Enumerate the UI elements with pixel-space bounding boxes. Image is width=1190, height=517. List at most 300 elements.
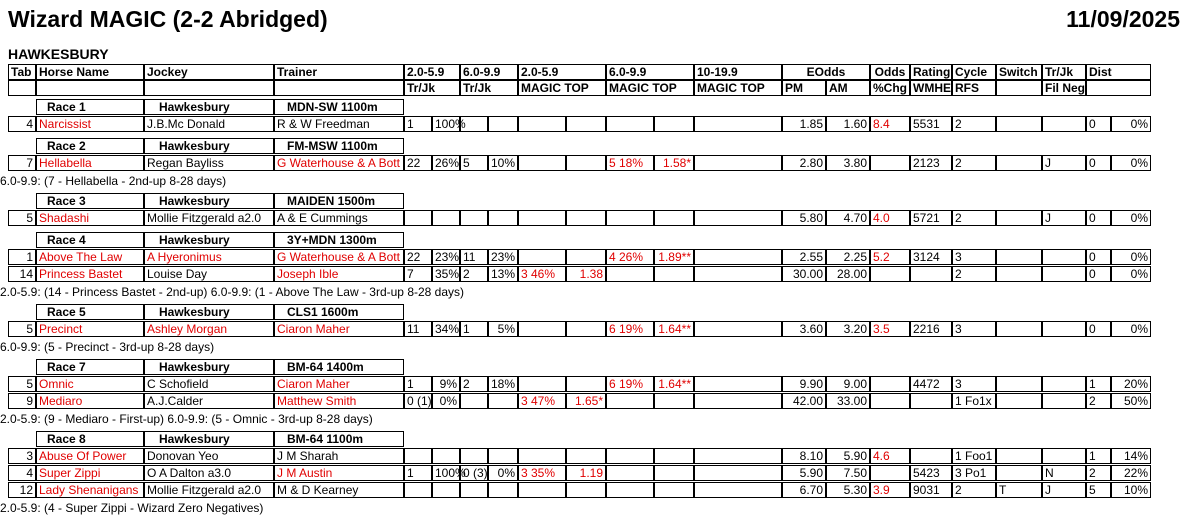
am-cell: 28.00 [826, 266, 870, 282]
m2-a-cell: 5 18% [606, 155, 654, 171]
m2-b-cell [654, 393, 694, 409]
tab-cell: 3 [8, 448, 36, 464]
sw-cell [996, 116, 1042, 132]
trjk-cell: J [1042, 155, 1086, 171]
trainer-cell: M & D Kearney [274, 482, 404, 498]
form-table [0, 64, 1151, 517]
chg-cell: 4.6 [870, 448, 910, 464]
tj2-a-cell: 1 [460, 321, 488, 337]
dist-b-cell: 50% [1111, 393, 1151, 409]
tab-cell: 5 [8, 210, 36, 226]
pm-cell: 8.10 [782, 448, 826, 464]
tj1-a-cell [404, 448, 432, 464]
race-note: 6.0-9.9: (7 - Hellabella - 2nd-up 8-28 days) [0, 174, 227, 188]
tj1-a-cell: 1 [404, 376, 432, 392]
tj2-b-cell: 23% [488, 249, 518, 265]
runner-row [8, 376, 1151, 393]
tj1-b-cell [432, 210, 460, 226]
m3-cell [694, 249, 782, 265]
m2-a-cell [606, 116, 654, 132]
jockey-cell: Ashley Morgan [144, 321, 274, 337]
report-date: 11/09/2025 [1066, 6, 1180, 32]
runner-row [8, 210, 1151, 227]
rfs-cell: 3 [952, 321, 996, 337]
race-header [8, 431, 1151, 448]
m1-b-cell [566, 482, 606, 498]
am-cell: 5.90 [826, 448, 870, 464]
race-number: Race 5 [36, 304, 144, 320]
wmhe-cell: 4472 [910, 376, 952, 392]
tj1-a-cell: 22 [404, 155, 432, 171]
dist-b-cell: 0% [1111, 321, 1151, 337]
column-subheader: Tr/Jk [460, 80, 518, 96]
m1-a-cell [518, 210, 566, 226]
column-subheader [144, 80, 274, 96]
jockey-cell: Mollie Fitzgerald a2.0 [144, 210, 274, 226]
m3-cell [694, 155, 782, 171]
column-header: Trainer [274, 64, 404, 80]
m1-b-cell [566, 448, 606, 464]
sw-cell: T [996, 482, 1042, 498]
column-header: Horse Name [36, 64, 144, 80]
m1-b-cell: 1.65* [566, 393, 606, 409]
tj2-b-cell: 5% [488, 321, 518, 337]
m2-b-cell [654, 116, 694, 132]
trainer-cell: J M Sharah [274, 448, 404, 464]
tj2-b-cell [488, 116, 518, 132]
race-number: Race 1 [36, 99, 144, 115]
race-venue: Hawkesbury [144, 359, 274, 375]
m1-a-cell [518, 321, 566, 337]
dist-b-cell: 22% [1111, 465, 1151, 481]
trjk-cell [1042, 321, 1086, 337]
column-header: Jockey [144, 64, 274, 80]
m2-a-cell: 6 19% [606, 376, 654, 392]
m2-a-cell: 6 19% [606, 321, 654, 337]
m2-a-cell [606, 482, 654, 498]
runner-row [8, 482, 1151, 499]
sw-cell [996, 266, 1042, 282]
trainer-cell: Ciaron Maher [274, 376, 404, 392]
venue-heading: HAWKESBURY [8, 46, 109, 62]
column-header: 2.0-5.9 [404, 64, 460, 80]
wmhe-cell: 3124 [910, 249, 952, 265]
race-number: Race 7 [36, 359, 144, 375]
chg-cell: 4.0 [870, 210, 910, 226]
race-type: 3Y+MDN 1300m [274, 232, 404, 248]
am-cell: 3.20 [826, 321, 870, 337]
dist-b-cell: 0% [1111, 155, 1151, 171]
column-subheader: RFS [952, 80, 996, 96]
am-cell: 5.30 [826, 482, 870, 498]
pm-cell: 2.80 [782, 155, 826, 171]
column-subheader: MAGIC TOP [606, 80, 694, 96]
runner-row [8, 266, 1151, 283]
trainer-cell: A & E Cummings [274, 210, 404, 226]
wmhe-cell: 2216 [910, 321, 952, 337]
dist-b-cell: 0% [1111, 249, 1151, 265]
jockey-cell: Louise Day [144, 266, 274, 282]
chg-cell [870, 155, 910, 171]
m1-a-cell: 3 35% [518, 465, 566, 481]
dist-a-cell: 2 [1086, 465, 1111, 481]
column-subheader: WMHE [910, 80, 952, 96]
race-header [8, 232, 1151, 249]
am-cell: 7.50 [826, 465, 870, 481]
m1-b-cell [566, 155, 606, 171]
sw-cell [996, 155, 1042, 171]
tj1-a-cell: 0 (1) [404, 393, 432, 409]
trjk-cell: J [1042, 482, 1086, 498]
race-header [8, 99, 1151, 116]
tj1-a-cell: 1 [404, 465, 432, 481]
dist-b-cell: 10% [1111, 482, 1151, 498]
column-subheader: MAGIC TOP [518, 80, 606, 96]
jockey-cell: A Hyeronimus [144, 249, 274, 265]
rfs-cell: 2 [952, 155, 996, 171]
column-header: EOdds [782, 64, 870, 80]
tj1-b-cell [432, 482, 460, 498]
trainer-cell: Matthew Smith [274, 393, 404, 409]
rfs-cell: 1 Fo1x [952, 393, 996, 409]
dist-a-cell: 1 [1086, 376, 1111, 392]
column-subheader: AM [826, 80, 870, 96]
race-venue: Hawkesbury [144, 138, 274, 154]
tj2-a-cell: 0 (3) [460, 465, 488, 481]
tj1-b-cell: 23% [432, 249, 460, 265]
sw-cell [996, 393, 1042, 409]
race-type: MAIDEN 1500m [274, 193, 404, 209]
tj2-b-cell [488, 482, 518, 498]
column-header: 6.0-9.9 [460, 64, 518, 80]
tj2-a-cell [460, 210, 488, 226]
rfs-cell: 2 [952, 210, 996, 226]
pm-cell: 5.90 [782, 465, 826, 481]
sw-cell [996, 465, 1042, 481]
m3-cell [694, 321, 782, 337]
jockey-cell: Donovan Yeo [144, 448, 274, 464]
tj1-a-cell: 11 [404, 321, 432, 337]
race-type: MDN-SW 1100m [274, 99, 404, 115]
pm-cell: 30.00 [782, 266, 826, 282]
tj2-b-cell [488, 393, 518, 409]
sw-cell [996, 321, 1042, 337]
m1-b-cell: 1.19 [566, 465, 606, 481]
rfs-cell: 3 Po1 [952, 465, 996, 481]
race-venue: Hawkesbury [144, 431, 274, 447]
m3-cell [694, 266, 782, 282]
tj2-b-cell [488, 448, 518, 464]
runner-row [8, 249, 1151, 266]
horse-cell: Hellabella [36, 155, 144, 171]
trjk-cell [1042, 116, 1086, 132]
column-header: 2.0-5.9 [518, 64, 606, 80]
column-header: Tab [8, 64, 36, 80]
dist-a-cell: 0 [1086, 155, 1111, 171]
pm-cell: 1.85 [782, 116, 826, 132]
column-header: Switch [996, 64, 1042, 80]
m2-b-cell [654, 210, 694, 226]
tj1-a-cell: 22 [404, 249, 432, 265]
column-header: Dist [1086, 64, 1151, 80]
race-header [8, 138, 1151, 155]
m1-a-cell [518, 376, 566, 392]
dist-a-cell: 0 [1086, 266, 1111, 282]
column-subheader [996, 80, 1042, 96]
jockey-cell: Regan Bayliss [144, 155, 274, 171]
am-cell: 4.70 [826, 210, 870, 226]
column-subheader [274, 80, 404, 96]
m1-a-cell [518, 116, 566, 132]
column-header: Rating [910, 64, 952, 80]
dist-a-cell: 0 [1086, 321, 1111, 337]
rfs-cell: 2 [952, 116, 996, 132]
tab-cell: 4 [8, 465, 36, 481]
trainer-cell: Ciaron Maher [274, 321, 404, 337]
tj2-a-cell [460, 482, 488, 498]
rfs-cell: 3 [952, 249, 996, 265]
tj2-b-cell: 10% [488, 155, 518, 171]
pm-cell: 2.55 [782, 249, 826, 265]
runner-row [8, 155, 1151, 172]
dist-b-cell: 20% [1111, 376, 1151, 392]
column-subheader: PM [782, 80, 826, 96]
tab-cell: 12 [8, 482, 36, 498]
am-cell: 1.60 [826, 116, 870, 132]
race-number: Race 2 [36, 138, 144, 154]
rfs-cell: 2 [952, 266, 996, 282]
dist-a-cell: 0 [1086, 116, 1111, 132]
wmhe-cell [910, 393, 952, 409]
rfs-cell: 2 [952, 482, 996, 498]
chg-cell [870, 393, 910, 409]
wmhe-cell [910, 266, 952, 282]
tj1-b-cell: 34% [432, 321, 460, 337]
chg-cell: 3.5 [870, 321, 910, 337]
m3-cell [694, 376, 782, 392]
tab-cell: 1 [8, 249, 36, 265]
trainer-cell: G Waterhouse & A Bott [274, 155, 404, 171]
tj1-b-cell [432, 448, 460, 464]
m2-a-cell [606, 266, 654, 282]
tab-cell: 7 [8, 155, 36, 171]
jockey-cell: Mollie Fitzgerald a2.0 [144, 482, 274, 498]
runner-row [8, 321, 1151, 338]
wmhe-cell [910, 448, 952, 464]
m1-b-cell [566, 321, 606, 337]
trainer-cell: J M Austin [274, 465, 404, 481]
pm-cell: 5.80 [782, 210, 826, 226]
column-subheader: Fil Neg [1042, 80, 1086, 96]
race-header [8, 304, 1151, 321]
am-cell: 9.00 [826, 376, 870, 392]
wmhe-cell: 5531 [910, 116, 952, 132]
m2-b-cell: 1.58* [654, 155, 694, 171]
dist-a-cell: 0 [1086, 249, 1111, 265]
column-subheader [1086, 80, 1151, 96]
dist-a-cell: 2 [1086, 393, 1111, 409]
column-subheader: MAGIC TOP [694, 80, 782, 96]
chg-cell: 5.2 [870, 249, 910, 265]
m3-cell [694, 393, 782, 409]
m1-a-cell: 3 46% [518, 266, 566, 282]
m3-cell [694, 116, 782, 132]
trjk-cell [1042, 376, 1086, 392]
trjk-cell: N [1042, 465, 1086, 481]
am-cell: 33.00 [826, 393, 870, 409]
m3-cell [694, 210, 782, 226]
trainer-cell: R & W Freedman [274, 116, 404, 132]
tj1-b-cell: 100% [432, 465, 460, 481]
dist-a-cell: 5 [1086, 482, 1111, 498]
tab-cell: 4 [8, 116, 36, 132]
trjk-cell: J [1042, 210, 1086, 226]
tj1-a-cell: 1 [404, 116, 432, 132]
rfs-cell: 3 [952, 376, 996, 392]
m2-a-cell [606, 465, 654, 481]
m2-b-cell: 1.64** [654, 376, 694, 392]
pm-cell: 3.60 [782, 321, 826, 337]
race-number: Race 4 [36, 232, 144, 248]
m1-b-cell [566, 210, 606, 226]
m1-a-cell [518, 448, 566, 464]
tj1-a-cell [404, 210, 432, 226]
m3-cell [694, 482, 782, 498]
dist-a-cell: 0 [1086, 210, 1111, 226]
m2-a-cell [606, 393, 654, 409]
trainer-cell: Joseph Ible [274, 266, 404, 282]
chg-cell [870, 266, 910, 282]
jockey-cell: J.B.Mc Donald [144, 116, 274, 132]
race-type: CLS1 1600m [274, 304, 404, 320]
horse-cell: Lady Shenanigans [36, 482, 144, 498]
m2-a-cell: 4 26% [606, 249, 654, 265]
tj2-b-cell: 13% [488, 266, 518, 282]
chg-cell [870, 376, 910, 392]
wmhe-cell: 9031 [910, 482, 952, 498]
race-number: Race 3 [36, 193, 144, 209]
tab-cell: 9 [8, 393, 36, 409]
chg-cell [870, 465, 910, 481]
m1-b-cell [566, 116, 606, 132]
m1-b-cell [566, 249, 606, 265]
tj2-a-cell [460, 448, 488, 464]
m1-b-cell [566, 376, 606, 392]
race-venue: Hawkesbury [144, 232, 274, 248]
pm-cell: 9.90 [782, 376, 826, 392]
runner-row [8, 393, 1151, 410]
m1-a-cell [518, 482, 566, 498]
race-venue: Hawkesbury [144, 193, 274, 209]
horse-cell: Princess Bastet [36, 266, 144, 282]
tab-cell: 14 [8, 266, 36, 282]
wmhe-cell: 2123 [910, 155, 952, 171]
chg-cell: 8.4 [870, 116, 910, 132]
race-type: BM-64 1100m [274, 431, 404, 447]
tab-cell: 5 [8, 376, 36, 392]
tj2-b-cell [488, 210, 518, 226]
runner-row [8, 116, 1151, 133]
race-type: BM-64 1400m [274, 359, 404, 375]
tj2-a-cell: 5 [460, 155, 488, 171]
horse-cell: Abuse Of Power [36, 448, 144, 464]
race-note: 2.0-5.9: (9 - Mediaro - First-up) 6.0-9.9: (5 - Omnic - 3rd-up 8-28 days) [0, 412, 373, 426]
tj2-a-cell [460, 116, 488, 132]
horse-cell: Shadashi [36, 210, 144, 226]
m3-cell [694, 448, 782, 464]
m2-b-cell: 1.64** [654, 321, 694, 337]
tj1-a-cell: 7 [404, 266, 432, 282]
column-header: 6.0-9.9 [606, 64, 694, 80]
trjk-cell [1042, 448, 1086, 464]
header-row [8, 64, 1151, 80]
tj2-b-cell: 18% [488, 376, 518, 392]
race-header [8, 193, 1151, 210]
wmhe-cell: 5721 [910, 210, 952, 226]
horse-cell: Precinct [36, 321, 144, 337]
tab-cell: 5 [8, 321, 36, 337]
race-number: Race 8 [36, 431, 144, 447]
column-subheader [36, 80, 144, 96]
race-header [8, 359, 1151, 376]
m2-b-cell [654, 448, 694, 464]
subheader-row [8, 80, 1151, 96]
jockey-cell: C Schofield [144, 376, 274, 392]
m1-a-cell [518, 155, 566, 171]
horse-cell: Mediaro [36, 393, 144, 409]
dist-b-cell: 0% [1111, 116, 1151, 132]
report-title: Wizard MAGIC (2-2 Abridged) [8, 6, 328, 32]
jockey-cell: A.J.Calder [144, 393, 274, 409]
dist-b-cell: 14% [1111, 448, 1151, 464]
sw-cell [996, 210, 1042, 226]
am-cell: 2.25 [826, 249, 870, 265]
race-note: 2.0-5.9: (4 - Super Zippi - Wizard Zero Negatives) [0, 501, 264, 515]
pm-cell: 42.00 [782, 393, 826, 409]
am-cell: 3.80 [826, 155, 870, 171]
sw-cell [996, 448, 1042, 464]
race-venue: Hawkesbury [144, 99, 274, 115]
tj1-b-cell: 35% [432, 266, 460, 282]
m2-a-cell [606, 210, 654, 226]
tj2-a-cell [460, 393, 488, 409]
wmhe-cell: 5423 [910, 465, 952, 481]
horse-cell: Omnic [36, 376, 144, 392]
m3-cell [694, 465, 782, 481]
tj1-a-cell [404, 482, 432, 498]
m1-a-cell: 3 47% [518, 393, 566, 409]
trainer-cell: G Waterhouse & A Bott [274, 249, 404, 265]
tj2-b-cell: 0% [488, 465, 518, 481]
tj1-b-cell: 9% [432, 376, 460, 392]
tj2-a-cell: 2 [460, 376, 488, 392]
dist-b-cell: 0% [1111, 266, 1151, 282]
tj1-b-cell: 0% [432, 393, 460, 409]
tj1-b-cell: 26% [432, 155, 460, 171]
runner-row [8, 448, 1151, 465]
race-venue: Hawkesbury [144, 304, 274, 320]
column-header: Odds [870, 64, 910, 80]
trjk-cell [1042, 266, 1086, 282]
chg-cell: 3.9 [870, 482, 910, 498]
pm-cell: 6.70 [782, 482, 826, 498]
column-header: 10-19.9 [694, 64, 782, 80]
horse-cell: Super Zippi [36, 465, 144, 481]
jockey-cell: O A Dalton a3.0 [144, 465, 274, 481]
m2-b-cell [654, 266, 694, 282]
m1-a-cell [518, 249, 566, 265]
tj1-b-cell: 100% [432, 116, 460, 132]
